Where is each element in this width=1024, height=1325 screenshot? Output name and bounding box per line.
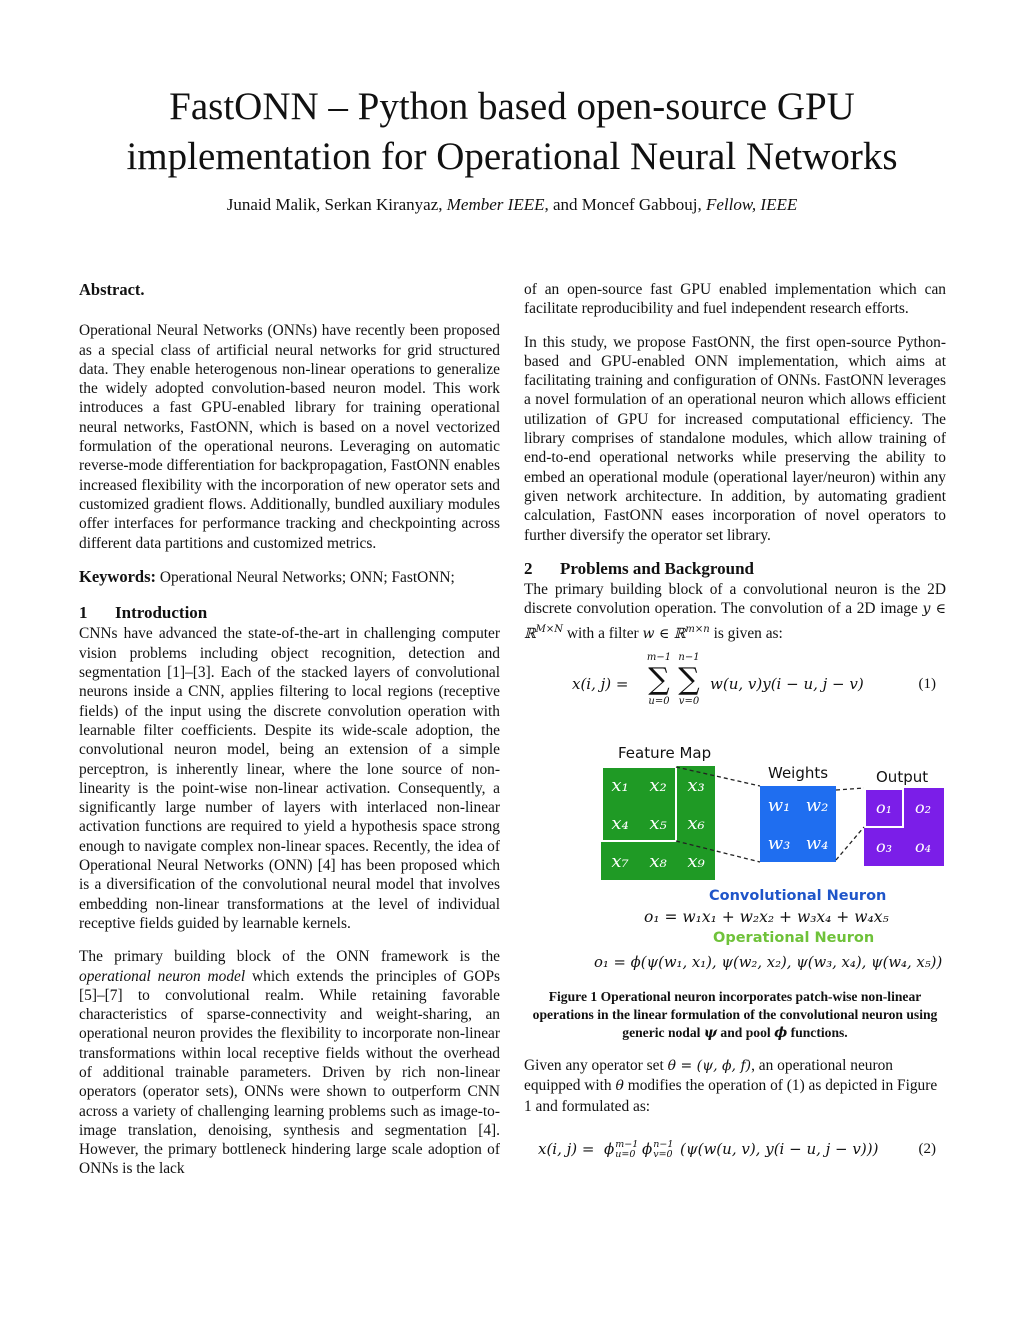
caption-part-a: Figure 1 Operational neuron incorporates patch-wise non-linear operations in the linear formulation of the convolutional neuron using generic nodal — [532, 989, 938, 1041]
opset-part-b: , an operational neuron equipped with — [524, 1057, 893, 1095]
author-names-1: Junaid Malik, Serkan Kiranyaz, — [226, 195, 447, 214]
title-line-2: implementation for Operational Neural Networks — [126, 135, 898, 178]
opset-part-c: modifies the operation of (1) as depicted in Figure 1 and formulated as: — [524, 1077, 938, 1115]
equation-2 — [524, 1130, 946, 1170]
feature-map-cell: x₂ — [649, 775, 667, 797]
eq2-phi-v — [642, 1140, 673, 1160]
eq2-phi-2-sub: v=0 — [653, 1149, 673, 1161]
equation-1 — [524, 652, 946, 722]
sum-symbol-icon: ∑ — [648, 662, 670, 698]
eq1-number: (1) — [918, 676, 936, 693]
right-column — [524, 280, 946, 1170]
eq2-lhs: x(i, j) = — [538, 1140, 595, 1159]
theta-symbol: θ — [615, 1078, 624, 1095]
connector-line — [836, 827, 864, 860]
feature-map-cell: x₅ — [649, 813, 667, 835]
eq1-sum-v — [672, 652, 706, 708]
eq2-number: (2) — [918, 1141, 936, 1158]
figure-1 — [524, 730, 946, 980]
eq2-phi-1: ϕ — [604, 1140, 615, 1159]
weight-cell: w₃ — [767, 833, 791, 855]
feature-map-cell: x₆ — [687, 813, 705, 835]
eq1-body: w(u, v)y(i − u, j − v) — [710, 675, 864, 694]
w-dims: m×n — [685, 623, 710, 635]
sum-symbol-icon: ∑ — [678, 662, 700, 698]
section-2-title: Problems and Background — [560, 558, 754, 578]
bg-part-c: is given as: — [709, 624, 783, 642]
author-role-1: Member IEEE — [446, 195, 545, 214]
caption-part-b: and pool — [717, 1025, 775, 1041]
eq2-phi-2-sup: n−1 — [653, 1139, 674, 1151]
y-symbol: y ∈ ℝ — [524, 601, 946, 642]
section-1-number: 1 — [79, 603, 88, 623]
feature-map-cell: x₃ — [687, 775, 705, 797]
eq1-lhs: x(i, j) = — [572, 675, 629, 694]
intro-p2-part-b: which extends the principles of GOPs [5]–[7] to convolutional realm. While retaining favorable characteristics of sparse-connectivity and weight-sharing, an operational neuron provides the flexibility to incorporate non-linear transformations within local receptive fields without the overhead of additional trainable parameters. Driven by rich non-linear operators (operator sets), ONNs were shown to outperform CNN across a variety of challenging learning problems such as image-to-image translation, denoising, synthesis and segmentation [4]. However, the primary bottleneck hindering large scale adoption of ONNs is the lack — [79, 967, 500, 1178]
intro-paragraph-2 — [79, 947, 500, 1179]
eq2-phi-u — [604, 1140, 638, 1160]
w-symbol: w ∈ ℝ — [642, 625, 686, 642]
weight-cell: w₄ — [805, 833, 829, 855]
author-line — [60, 195, 964, 215]
abstract-heading: Abstract. — [79, 280, 145, 299]
opset-part-a: Given any operator set — [524, 1057, 668, 1075]
convolutional-neuron-label: Convolutional Neuron — [709, 888, 887, 905]
feature-map-cell: x₄ — [611, 813, 629, 835]
bg-part-b: with a filter — [563, 624, 643, 642]
feature-map-cell: x₈ — [649, 851, 667, 873]
intro-p2-emphasis: operational neuron model — [79, 967, 246, 985]
keywords — [79, 567, 500, 587]
caption-phi: ϕ — [774, 1025, 788, 1042]
eq2-phi-1-limits — [615, 1140, 638, 1160]
keywords-label: Keywords: — [79, 566, 156, 586]
output-cell: o₄ — [914, 837, 932, 857]
feature-map-cell: x₁ — [611, 775, 629, 797]
eq2-phi-1-sub: u=0 — [615, 1149, 636, 1161]
bg-part-a: The primary building block of a convolutional neuron is the 2D discrete convolution operation. The convolution of a 2D image — [524, 581, 946, 618]
convolutional-formula: o₁ = w₁x₁ + w₂x₂ + w₃x₄ + w₄x₅ — [644, 908, 889, 927]
operator-set-symbol: θ = (ψ, ϕ, f) — [667, 1058, 752, 1075]
feature-map-cells — [611, 775, 705, 872]
section-1-title: Introduction — [115, 603, 208, 623]
eq2-phi-2-limits — [653, 1140, 673, 1160]
operational-formula: o₁ = ϕ(ψ(w₁, x₁), ψ(w₂, x₂), ψ(w₃, x₄), ψ(w₄, x₅)) — [594, 954, 943, 972]
abstract-text: Operational Neural Networks (ONNs) have recently been proposed as a special class of artificial neural networks for grid structured data. They enable heterogenous non-linear operations to generalize the widely adopted convolution-based neuron model. This work introduces a fast GPU-enabled library for training operational neural networks, FastONN, which is based on a novel vectorized formulation of the operational neurons. Leveraging on automatic reverse-mode differentiation for backpropagation, FastONN enables increased flexibility with the incorporation of new operator sets and customized gradient flows. Additionally, bundled auxiliary modules offer interfaces for performance tracking and checkpointing across different data partitions and customized metrics. — [79, 322, 500, 552]
author-names-2: , and Moncef Gabbouj, — [544, 195, 706, 214]
caption-part-c: functions. — [787, 1025, 848, 1041]
output-cell: o₂ — [914, 798, 932, 818]
weight-cell: w₁ — [767, 795, 791, 817]
eq1-sum-v-bottom: v=0 — [678, 696, 700, 708]
section-2-heading — [524, 559, 946, 578]
intro-p2-part-a: The primary building block of the ONN framework is the — [79, 948, 500, 966]
eq1-sum-u-bottom: u=0 — [648, 696, 670, 708]
output-cell: o₁ — [875, 798, 893, 818]
feature-map-cell: x₇ — [611, 851, 629, 873]
operational-neuron-label: Operational Neuron — [713, 930, 875, 947]
right-paragraph-1: of an open-source fast GPU enabled implementation which can facilitate reproducibility and fuel independent research efforts. — [524, 281, 946, 318]
background-paragraph — [524, 580, 946, 644]
paper-title — [60, 82, 964, 182]
section-2-number: 2 — [524, 558, 533, 578]
eq1-sum-v-top: n−1 — [678, 652, 700, 664]
output-cell: o₃ — [875, 837, 893, 857]
eq2-phi-1-sup: m−1 — [615, 1139, 639, 1151]
eq1-sum-u — [642, 652, 676, 708]
caption-psi: ψ — [703, 1025, 718, 1042]
eq2-phi-2: ϕ — [642, 1140, 653, 1159]
feature-map-cell: x₉ — [687, 851, 705, 873]
figure-1-caption — [524, 988, 946, 1042]
title-line-1: FastONN – Python based open-source GPU — [169, 85, 855, 128]
left-column — [79, 280, 500, 1193]
keywords-text: Operational Neural Networks; ONN; FastONN; — [156, 568, 455, 586]
right-paragraph-2: In this study, we propose FastONN, the first open-source Python-based and GPU-enabled ONN implementation, which aims at facilitating training and configuration of ONNs. FastONN leverages a novel formulation of an operational neuron which allows efficient utilization of GPU for increased computational efficiency. The library comprises of standalone modules, which allow training of end-to-end operational networks while preserving the ability to embed an operational module (operational layer/neuron) within any given network architecture. In addition, by automating gradient calculation, FastONN eases incorporation of novel operators to further diversify the operator set library. — [524, 333, 946, 544]
weight-cell: w₂ — [805, 795, 829, 817]
y-dims: M×N — [535, 623, 564, 635]
output-label: Output — [876, 768, 929, 787]
author-role-2: Fellow, IEEE — [705, 195, 798, 214]
eq1-sum-u-top: m−1 — [646, 652, 672, 664]
feature-map-label: Feature Map — [618, 744, 712, 763]
eq2-body: (ψ(w(u, v), y(i − u, j − v))) — [680, 1140, 879, 1159]
section-1-heading — [79, 603, 500, 622]
connector-line — [836, 788, 864, 790]
weights-label: Weights — [768, 764, 829, 783]
operator-set-paragraph — [524, 1056, 946, 1116]
intro-paragraph-1: CNNs have advanced the state-of-the-art in challenging computer vision problems including object recognition, detection and segmentation [1]–[3]. Each of the stacked layers of convolutional neurons inside a CNN, applies filtering to local regions (receptive fields) of the input using the discrete convolution operation with learnable filter coefficients. Despite its wide-scale adoption, the convolutional neuron model, being an extension of a simple perceptron, is inherently linear, where the lone source of non-linearity is the point-wise non-linear activation. Consequently, a significantly large number of layers with interlaced non-linear activation functions are required to yield a hypothesis space strong enough to navigate complex non-linear spaces. Recently, the idea of Operational Neural Networks (ONN) [4] has been proposed which is a diversification of the convolutional neural model that involves embedding non-linear transformations at the level of individual receptive fields guided by learnable kernels. — [79, 625, 500, 932]
